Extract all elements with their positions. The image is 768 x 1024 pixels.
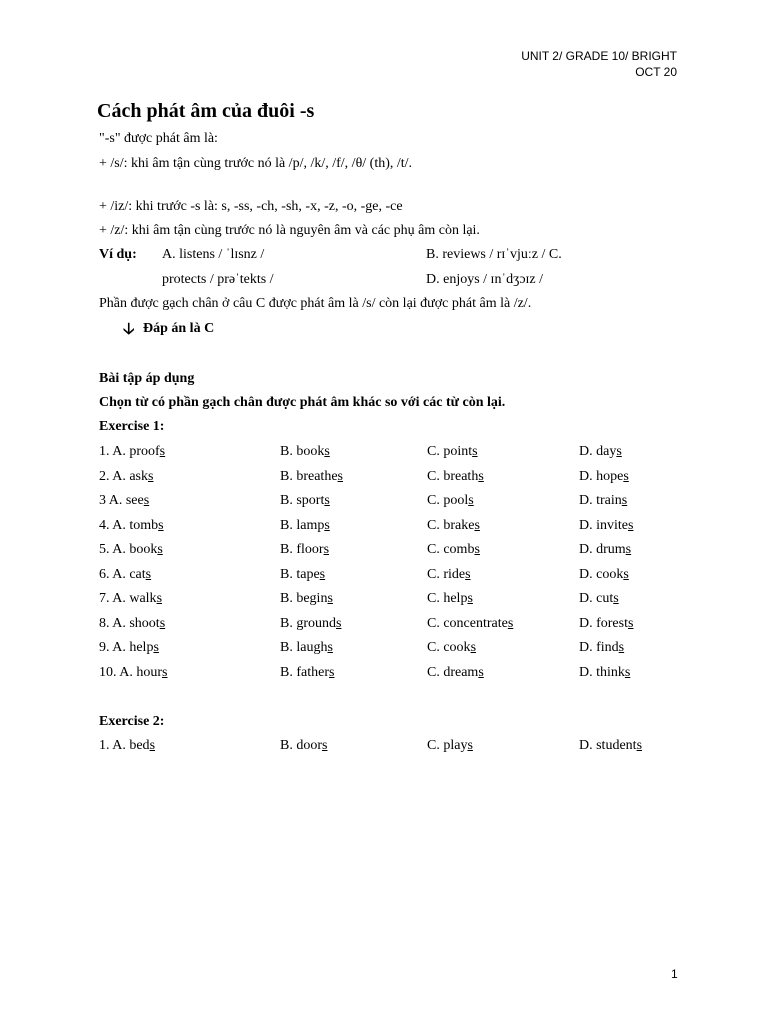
exercise1-option: [280, 567, 325, 583]
exercise1-option: [427, 518, 480, 534]
underlined-suffix: s: [478, 468, 484, 484]
option-word: D. think: [579, 664, 625, 680]
underlined-suffix: s: [323, 542, 330, 557]
exercise1-option: [427, 665, 484, 681]
option-word: C. help: [427, 591, 468, 606]
option-word: B. ground: [280, 615, 336, 631]
exercise1-option: [99, 591, 162, 607]
underlined-suffix: s: [324, 493, 330, 508]
option-word: B. lamp: [280, 517, 325, 533]
exercise1-option: [280, 591, 333, 607]
option-word: 2. A. ask: [99, 468, 148, 484]
underlined-suffix: s: [162, 664, 168, 680]
exercise1-option: [280, 518, 330, 534]
underlined-suffix: s: [625, 542, 632, 557]
underlined-suffix: s: [322, 738, 328, 753]
underlined-suffix: s: [143, 493, 150, 508]
page-number: 1: [671, 967, 678, 981]
underlined-suffix: s: [324, 517, 330, 533]
underlined-suffix: s: [467, 591, 473, 606]
option-word: D. hope: [579, 468, 624, 484]
option-word: 8. A. shoot: [99, 615, 160, 631]
example-explanation: Phần được gạch chân ở câu C được phát âm là /s/ còn lại được phát âm là /z/.: [99, 296, 532, 311]
underlined-suffix: s: [628, 615, 634, 631]
underlined-suffix: s: [621, 493, 628, 508]
option-word: C. pool: [427, 493, 469, 508]
underlined-suffix: s: [618, 640, 625, 655]
exercise1-option: [99, 567, 151, 583]
exercise1-option: [579, 542, 631, 558]
exercise1-option: [427, 616, 513, 632]
underlined-suffix: s: [623, 468, 629, 484]
option-word: B. father: [280, 664, 329, 680]
exercise1-option: [579, 493, 627, 509]
intro-line: + /s/: khi âm tận cùng trước nó là /p/, /k/, /f/, /θ/ (th), /t/.: [99, 156, 413, 171]
option-word: D. day: [579, 444, 617, 459]
option-word: B. book: [280, 444, 325, 459]
option-word: D. find: [579, 640, 619, 655]
underlined-suffix: s: [324, 444, 330, 459]
option-word: 10. A. hour: [99, 664, 162, 680]
option-word: D. drum: [579, 542, 626, 557]
option-word: 6. A. cat: [99, 566, 146, 582]
option-word: D. forest: [579, 615, 628, 631]
exercise1-option: [99, 469, 153, 485]
page-title: Cách phát âm của đuôi -s: [97, 100, 315, 122]
exercise1-option: [427, 591, 473, 607]
underlined-suffix: s: [474, 542, 480, 557]
underlined-suffix: s: [337, 468, 343, 484]
underlined-suffix: s: [478, 664, 484, 680]
option-word: C. ride: [427, 566, 466, 582]
exercise2-label: Exercise 2:: [99, 714, 165, 729]
header-unit: UNIT 2/ GRADE 10/ BRIGHT: [521, 49, 677, 63]
option-word: B. breathe: [280, 468, 338, 484]
exercise1-option: [280, 616, 341, 632]
option-word: C. dream: [427, 664, 479, 680]
document-header: [521, 48, 677, 80]
option-word: B. door: [280, 738, 322, 753]
exercise1-option: [579, 640, 624, 656]
exercise1-option: [427, 542, 480, 558]
header-date: OCT 20: [635, 65, 677, 79]
option-word: B. floor: [280, 542, 324, 557]
underlined-suffix: s: [465, 566, 471, 582]
underlined-suffix: s: [474, 517, 480, 533]
underlined-suffix: s: [158, 517, 164, 533]
underlined-suffix: s: [336, 615, 342, 631]
exercise2-option: [427, 738, 473, 754]
exercise1-label: Exercise 1:: [99, 419, 165, 434]
exercise1-option: [427, 469, 484, 485]
underlined-suffix: s: [472, 444, 478, 459]
option-word: B. begin: [280, 591, 328, 606]
underlined-suffix: s: [319, 566, 326, 582]
underlined-suffix: s: [159, 444, 166, 459]
option-word: 3 A. see: [99, 493, 144, 508]
option-word: D. invite: [579, 517, 628, 533]
example-option-a: A. listens / ˈlɪsnz /: [162, 247, 265, 262]
option-word: 7. A. walk: [99, 591, 157, 606]
underlined-suffix: s: [616, 444, 622, 459]
exercise1-option: [280, 444, 330, 460]
exercise1-option: [99, 542, 163, 558]
option-word: C. concentrate: [427, 615, 508, 631]
underlined-suffix: s: [328, 664, 335, 680]
underlined-suffix: s: [145, 566, 152, 582]
underlined-suffix: s: [628, 517, 634, 533]
exercise1-option: [99, 640, 159, 656]
exercise2-option: [280, 738, 327, 754]
underlined-suffix: s: [623, 566, 629, 582]
arrow-down-icon: 🡣: [123, 321, 135, 338]
underlined-suffix: s: [467, 738, 473, 753]
exercise1-option: [99, 518, 164, 534]
exercise2-option: [99, 738, 155, 754]
exercise1-option: [280, 640, 333, 656]
underlined-suffix: s: [613, 591, 619, 606]
exercise1-option: [427, 444, 478, 460]
exercise1-option: [99, 444, 165, 460]
example-option-b: B. reviews / rɪˈvjuːz / C.: [426, 247, 562, 262]
option-word: D. cut: [579, 591, 614, 606]
option-word: D. train: [579, 493, 622, 508]
underlined-suffix: s: [327, 640, 333, 655]
option-word: B. tape: [280, 566, 320, 582]
exercise1-option: [579, 591, 619, 607]
option-word: D. student: [579, 738, 637, 753]
option-word: B. sport: [280, 493, 325, 508]
underlined-suffix: s: [327, 591, 333, 606]
exercise1-option: [427, 640, 476, 656]
option-word: 1. A. bed: [99, 738, 150, 753]
underlined-suffix: s: [470, 640, 477, 655]
intro-line: + /z/: khi âm tận cùng trước nó là nguyên âm và các phụ âm còn lại.: [99, 223, 480, 238]
exercise2-option: [579, 738, 642, 754]
underlined-suffix: s: [507, 615, 514, 631]
exercise1-option: [280, 469, 343, 485]
intro-line: "-s" được phát âm là:: [99, 131, 218, 146]
exercise1-option: [579, 567, 629, 583]
exercise1-option: [579, 444, 622, 460]
exercise1-option: [280, 493, 330, 509]
option-word: 5. A. book: [99, 542, 158, 557]
exercise1-option: [99, 493, 149, 509]
underlined-suffix: s: [156, 591, 163, 606]
intro-line: + /iz/: khi trước -s là: s, -ss, -ch, -sh, -x, -z, -o, -ge, -ce: [99, 199, 403, 214]
exercise1-option: [579, 665, 630, 681]
option-word: D. cook: [579, 566, 624, 582]
example-label: Ví dụ:: [99, 247, 137, 262]
option-word: 4. A. tomb: [99, 517, 159, 533]
underlined-suffix: s: [148, 468, 154, 484]
underlined-suffix: s: [153, 640, 159, 655]
exercise1-option: [579, 518, 633, 534]
option-word: C. comb: [427, 542, 475, 557]
option-word: C. breath: [427, 468, 479, 484]
exercise1-option: [280, 542, 329, 558]
exercise1-option: [99, 616, 165, 632]
example-answer: Đáp án là C: [143, 321, 215, 336]
option-word: C. brake: [427, 517, 475, 533]
exercise1-option: [99, 665, 167, 681]
option-word: C. play: [427, 738, 468, 753]
underlined-suffix: s: [468, 493, 474, 508]
exercise1-option: [427, 567, 471, 583]
underlined-suffix: s: [624, 664, 631, 680]
practice-heading: Bài tập áp dụng: [99, 371, 195, 386]
underlined-suffix: s: [159, 615, 166, 631]
example-option-c: protects / prəˈtekts /: [162, 272, 274, 287]
option-word: C. cook: [427, 640, 471, 655]
exercise1-option: [579, 469, 629, 485]
underlined-suffix: s: [149, 738, 156, 753]
option-word: B. laugh: [280, 640, 328, 655]
example-option-d: D. enjoys / ɪnˈdʒɔɪz /: [426, 272, 544, 287]
option-word: C. point: [427, 444, 473, 459]
underlined-suffix: s: [636, 738, 643, 753]
option-word: 9. A. help: [99, 640, 154, 655]
exercise1-option: [280, 665, 334, 681]
exercise1-option: [579, 616, 633, 632]
underlined-suffix: s: [157, 542, 163, 557]
practice-instruction: Chọn từ có phần gạch chân được phát âm khác so với các từ còn lại.: [99, 395, 506, 410]
exercise1-option: [427, 493, 474, 509]
option-word: 1. A. proof: [99, 444, 160, 459]
